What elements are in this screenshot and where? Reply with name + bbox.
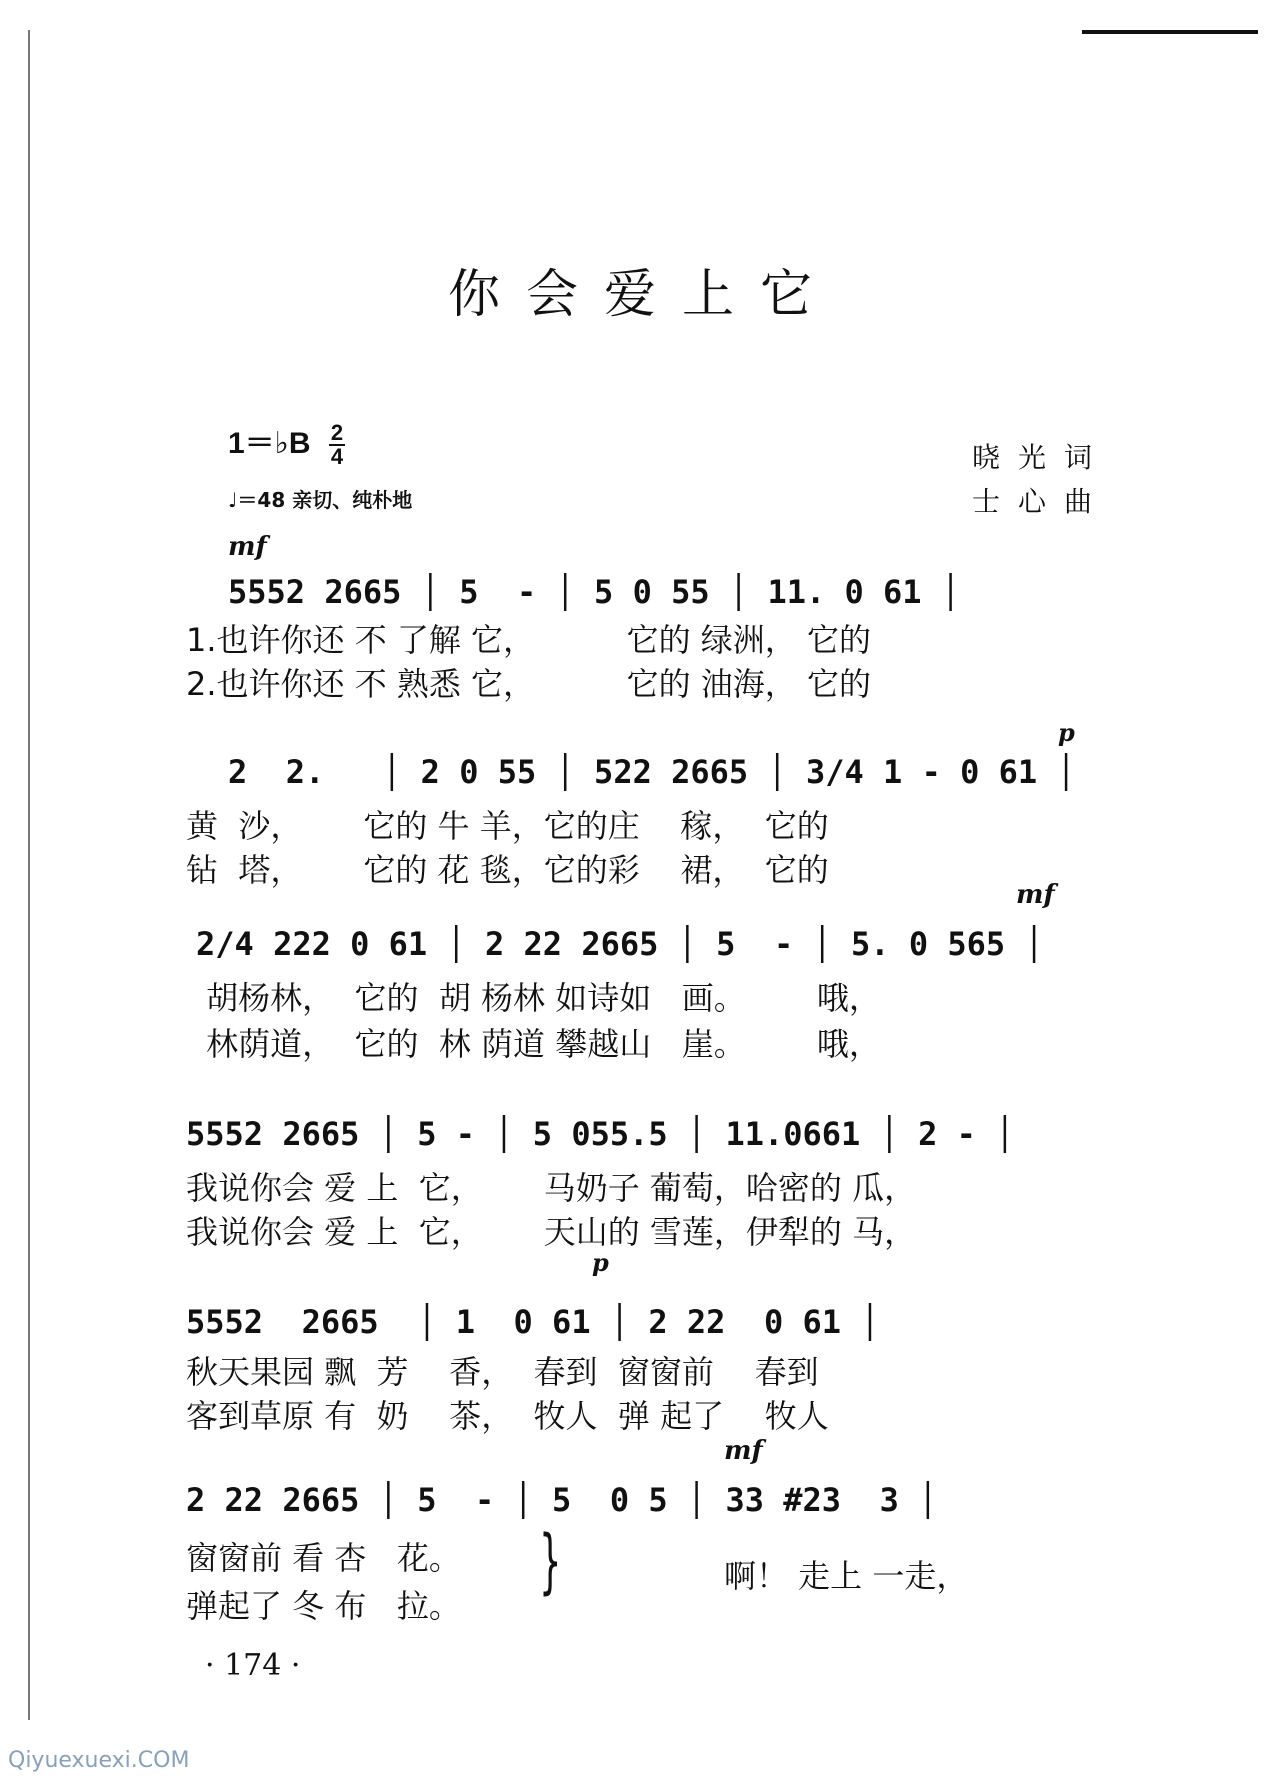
notation-line-1: 5552 2665 │ 5 - │ 5 0 55 │ 11. 0 61 │	[228, 573, 961, 611]
dynamic-mf-3: mf	[724, 1436, 763, 1466]
notation-line-2: 2 2. │ 2 0 55 │ 522 2665 │ 3/4 1 - 0 61 │	[228, 753, 1076, 791]
time-signature	[329, 422, 345, 468]
time-top: 2	[330, 420, 344, 446]
top-rule	[1082, 30, 1258, 34]
tempo-marking: ♩＝48 亲切、纯朴地	[228, 488, 413, 512]
refrain-lyric: 啊！ 走上 一走，	[724, 1557, 969, 1595]
lyric-line-3-verse-2: 林荫道， 它的 林 荫道 攀越山 崖。 哦，	[196, 1025, 881, 1063]
dynamic-p: p	[1058, 718, 1075, 747]
notation-line-5: 5552 2665 │ 1 0 61 │ 2 22 0 61 │	[186, 1303, 880, 1341]
lyric-line-1-verse-2: 2.也许你还 不 熟悉 它， 它的 油海， 它的	[186, 665, 871, 703]
dynamic-mf-2: mf	[1016, 880, 1055, 910]
notation-line-6: 2 22 2665 │ 5 - │ 5 0 5 │ 33 #23 3 │	[186, 1481, 938, 1519]
notation-line-3: 2/4 222 0 61 │ 2 22 2665 │ 5 - │ 5. 0 565 │	[196, 925, 1044, 963]
lyric-line-3-verse-1: 胡杨林， 它的 胡 杨林 如诗如 画。 哦，	[196, 979, 881, 1017]
dynamic-p-2: p	[592, 1248, 609, 1277]
lyric-line-5-verse-2: 客到草原 有 奶 茶， 牧人 弹 起了 牧人	[186, 1397, 829, 1435]
lyric-line-4-verse-1: 我说你会 爱 上 它， 马奶子 葡萄，哈密的 瓜，	[186, 1169, 917, 1207]
verse-brace: }	[539, 1520, 562, 1602]
lyric-line-5-verse-1: 秋天果园 飘 芳 香， 春到 窗窗前 春到	[186, 1353, 819, 1391]
lyric-line-4-verse-2: 我说你会 爱 上 它， 天山的 雪莲，伊犁的 马，	[186, 1213, 917, 1251]
lyricist-credit: 晓光词	[971, 441, 1110, 474]
lyric-line-6-verse-2: 弹起了 冬 布 拉。	[186, 1587, 461, 1625]
key-signature	[228, 418, 345, 468]
page-number: · 174 ·	[205, 1648, 301, 1683]
dynamic-mf: mf	[228, 532, 267, 562]
lyric-line-1-verse-1: 1.也许你还 不 了解 它， 它的 绿洲， 它的	[186, 621, 871, 659]
notation-line-4: 5552 2665 │ 5 - │ 5 055.5 │ 11.0661 │ 2 - │	[186, 1115, 1015, 1153]
lyric-line-6-verse-1: 窗窗前 看 杏 花。	[186, 1539, 461, 1577]
lyric-line-2-verse-2: 钻 塔， 它的 花 毯，它的彩 裙， 它的	[186, 851, 829, 889]
lyric-line-2-verse-1: 黄 沙， 它的 牛 羊，它的庄 稼， 它的	[186, 807, 829, 845]
time-bottom: 4	[330, 444, 344, 470]
watermark-text: Qiyuexuexi.COM	[8, 1748, 190, 1773]
composer-credit: 士心曲	[971, 485, 1110, 518]
song-title: 你会爱上它	[447, 265, 838, 325]
key-text: 1＝♭B	[228, 427, 311, 460]
